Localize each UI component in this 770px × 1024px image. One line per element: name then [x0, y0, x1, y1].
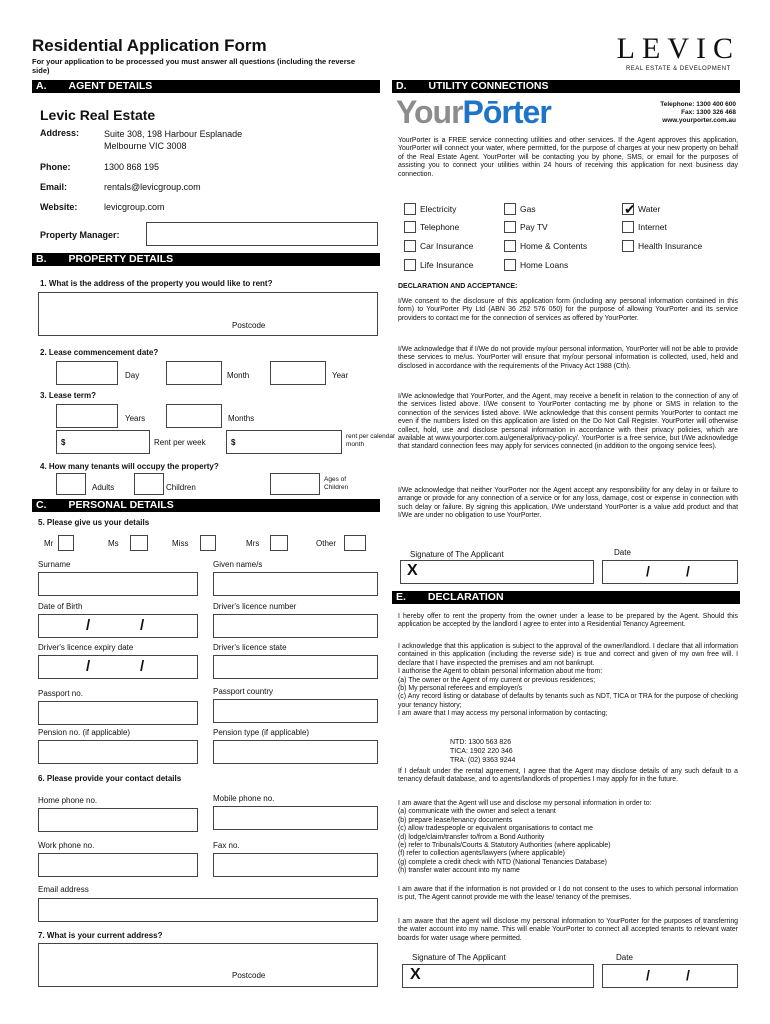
checkbox-car-insurance[interactable]: [404, 240, 416, 252]
dob-slash-2: /: [140, 617, 145, 634]
section-e-letter: E.: [396, 591, 406, 603]
e-list2-item: (b) prepare lease/tenancy documents: [398, 816, 513, 824]
utility-electricity[interactable]: [404, 203, 456, 215]
checkbox-paytv[interactable]: [504, 221, 516, 233]
yp-date-label: Date: [614, 548, 631, 557]
agency-email: rentals@levicgroup.com: [104, 182, 201, 192]
utility-car-insurance[interactable]: [404, 240, 473, 252]
passport-label: Passport no.: [38, 689, 83, 698]
page-subtitle: For your application to be processed you must answer all questions (including the reverse side): [32, 57, 355, 75]
q6-label: 6. Please provide your contact details: [38, 774, 182, 783]
checkbox-water[interactable]: [622, 203, 634, 215]
e-list2-item: (a) communicate with the owner and select a tenant: [398, 808, 556, 816]
dob-label: Date of Birth: [38, 602, 83, 611]
agency-website: levicgroup.com: [104, 202, 165, 212]
section-d-letter: D.: [396, 80, 407, 92]
label-car-insurance: Car Insurance: [420, 241, 474, 251]
website-label: Website:: [40, 202, 78, 212]
dob-field[interactable]: [38, 614, 198, 638]
section-a-letter: A.: [36, 80, 47, 92]
utility-water[interactable]: [622, 203, 660, 215]
checkbox-health-insurance[interactable]: [622, 240, 634, 252]
work-phone-field[interactable]: [38, 853, 198, 877]
checkmark-icon: ✔: [624, 201, 636, 217]
decl-acceptance-title: DECLARATION AND ACCEPTANCE:: [398, 283, 518, 290]
section-c-header: [32, 499, 380, 512]
current-postcode-label: Postcode: [232, 971, 266, 980]
label-life-insurance: Life Insurance: [420, 260, 474, 270]
checkbox-electricity[interactable]: [404, 203, 416, 215]
logo-sub: REAL ESTATE & DEVELOPMENT: [625, 66, 731, 72]
label-water: Water: [638, 204, 661, 214]
year-label: Year: [332, 371, 349, 380]
checkbox-telephone[interactable]: [404, 221, 416, 233]
e-list2-item: (e) refer to Tribunals/Courts & Statutory Authorities (where applicable): [398, 842, 611, 850]
utility-internet[interactable]: [622, 221, 667, 233]
e-paragraph-5: I am aware that if the information is not provided or I do not consent to the uses to which personal information is put, The Agent cannot provide me with the lease/ tenancy of the premises.: [398, 886, 738, 902]
label-internet: Internet: [638, 222, 667, 232]
given-name-field[interactable]: [213, 572, 378, 596]
licence-expiry-label: Driver's licence expiry date: [38, 643, 134, 652]
licence-expiry-field[interactable]: [38, 655, 198, 679]
e-list1-item: (b) My personal referees and employer/s: [398, 685, 523, 693]
yp-date-slash-2: /: [686, 563, 690, 579]
licence-state-label: Driver's licence state: [213, 643, 287, 652]
section-b-letter: B.: [36, 253, 47, 265]
yp-signature-field[interactable]: [400, 560, 594, 584]
lease-months-field[interactable]: [166, 404, 222, 428]
title-mrs-label: Mrs: [246, 539, 260, 548]
yp-signature-label: Signature of The Applicant: [410, 550, 504, 559]
yp-date-field[interactable]: [602, 560, 738, 584]
logo-your: Your: [396, 94, 463, 130]
adults-field[interactable]: [56, 473, 86, 495]
utility-life-insurance[interactable]: [404, 259, 473, 271]
section-d-header: [392, 80, 740, 93]
lease-month-field[interactable]: [166, 361, 222, 385]
q3-label: 3. Lease term?: [40, 391, 97, 400]
home-phone-field[interactable]: [38, 808, 198, 832]
licence-number-field[interactable]: [213, 614, 378, 638]
checkbox-internet[interactable]: [622, 221, 634, 233]
expiry-slash-2: /: [140, 658, 145, 675]
pension-label: Pension no. (if applicable): [38, 728, 131, 737]
e-paragraph-3: If I default under the rental agreement, I agree that the Agent may disclose details of any such default to a tenancy default database, and to agents/landlords of properties I may apply for in the future.: [398, 768, 738, 784]
q1-label: 1. What is the address of the property you would like to rent?: [40, 279, 273, 288]
yourporter-contact: [660, 101, 736, 125]
agency-address: [104, 128, 242, 152]
label-electricity: Electricity: [420, 204, 457, 214]
rent-month-dollar: $: [231, 438, 236, 447]
e-signature-field[interactable]: [402, 964, 594, 988]
tenancy-database-contacts: [450, 738, 515, 765]
title-other-label: Other: [316, 539, 337, 548]
label-home-contents: Home & Contents: [520, 241, 588, 251]
rent-per-week-field[interactable]: [56, 430, 150, 454]
checkbox-home-loans[interactable]: [504, 259, 516, 271]
label-telephone: Telephone: [420, 222, 460, 232]
logo-porter: Pōrter: [462, 94, 551, 130]
section-c-title: PERSONAL DETAILS: [68, 499, 174, 511]
label-health-insurance: Health Insurance: [638, 241, 703, 251]
q5-label: 5. Please give us your details: [38, 518, 150, 527]
yp-signature-x: X: [407, 562, 418, 579]
e-list2-item: (c) allow tradespeople or equivalent organisations to contact me: [398, 825, 593, 833]
licence-state-field[interactable]: [213, 655, 378, 679]
pension-field[interactable]: [38, 740, 198, 764]
tica-contact: TICA: 1902 220 346: [450, 748, 513, 755]
rent-per-week-label: Rent per week: [154, 438, 206, 447]
property-manager-field[interactable]: [146, 222, 378, 246]
email-address-label: Email address: [38, 885, 89, 894]
e-paragraph-6: I am aware that the agent will disclose my personal information to YourPorter for the purposes of transferring the water account into my name. This will enable YourPorter to connect all accepted tenants to relevant water boards for water usage where permitted.: [398, 918, 738, 942]
yp-intro: YourPorter is a FREE service connecting utilities and other services. If the Agent approves this application, YourPorter will connect your water, where permitted, for the purpose of charges at your new property on behalf of the Real Estate Agent. YourPorter will be contacting you by phone, SMS, or email for the purposes of assisting you to connect your utilities within 24 hours of receiving this application for next business day connection.: [398, 137, 738, 178]
section-e-title: DECLARATION: [427, 591, 504, 603]
rent-per-month-field[interactable]: [226, 430, 342, 454]
title-mr-checkbox[interactable]: [58, 535, 74, 551]
utility-home-loans[interactable]: [504, 259, 568, 271]
email-address-field[interactable]: [38, 898, 378, 922]
title-ms-checkbox[interactable]: [130, 535, 148, 551]
checkbox-life-insurance[interactable]: [404, 259, 416, 271]
e-signature-label: Signature of The Applicant: [412, 953, 506, 962]
title-miss-label: Miss: [172, 539, 189, 548]
section-b-header: [32, 253, 380, 266]
utility-health-insurance[interactable]: [622, 240, 702, 252]
children-field[interactable]: [134, 473, 164, 495]
pension-type-label: Pension type (if applicable): [213, 728, 310, 737]
current-address-field[interactable]: [38, 943, 378, 987]
e-list2-item: (h) transfer water account into my name: [398, 867, 520, 875]
title-other-checkbox[interactable]: [344, 535, 366, 551]
children-label: Children: [166, 483, 196, 492]
section-d-title: UTILITY CONNECTIONS: [428, 80, 549, 92]
label-home-loans: Home Loans: [520, 260, 569, 270]
expiry-slash-1: /: [86, 658, 91, 675]
months-label: Months: [228, 414, 255, 423]
years-label: Years: [125, 414, 146, 423]
passport-country-field[interactable]: [213, 699, 378, 723]
utility-home-contents[interactable]: [504, 240, 587, 252]
lease-day-field[interactable]: [56, 361, 118, 385]
adults-label: Adults: [92, 483, 115, 492]
yp-telephone: Telephone: 1300 400 600: [660, 101, 736, 108]
e-list1-item: I am aware that I may access my personal information by contacting;: [398, 710, 608, 718]
pension-type-field[interactable]: [213, 740, 378, 764]
checkbox-gas[interactable]: [504, 203, 516, 215]
passport-country-label: Passport country: [213, 687, 274, 696]
section-e-header: [392, 591, 740, 604]
decl-paragraph-4: I/We acknowledge that neither YourPorter nor the Agent accept any responsibility for any delay in or failure to arrange or provide for any connection of a service or for any loss, damage, cost or expense in connection with such delay or failure. By signing this application, I/We understand YourPorter is a value add product and that I/We are under no obligation to use YourPorter.: [398, 487, 738, 520]
label-gas: Gas: [520, 204, 536, 214]
e-date-slash-2: /: [686, 967, 690, 983]
email-label: Email:: [40, 182, 68, 192]
e-paragraph-4: [398, 800, 738, 876]
work-phone-label: Work phone no.: [38, 841, 95, 850]
dob-slash-1: /: [86, 617, 91, 634]
ages-children-label: Ages of Children: [324, 476, 349, 491]
phone-label: Phone:: [40, 162, 71, 172]
surname-label: Surname: [38, 560, 71, 569]
ages-children-field[interactable]: [270, 473, 320, 495]
section-c-letter: C.: [36, 499, 47, 511]
rent-week-dollar: $: [61, 438, 66, 447]
month-label: Month: [227, 371, 250, 380]
e-paragraph-2b-text: I authorise the Agent to obtain personal information about me from:: [398, 668, 603, 676]
fax-label: Fax no.: [213, 841, 240, 850]
agency-name: Levic Real Estate: [40, 107, 156, 123]
rent-per-month-label: rent per calendar month: [346, 433, 396, 448]
q2-label: 2. Lease commencement date?: [40, 348, 159, 357]
utility-paytv[interactable]: [504, 221, 548, 233]
decl-paragraph-2: I/We acknowledge that if I/We do not provide my/our personal information, YourPorter will not be able to provide these services to me/us. YourPorter will ensure that my/our personal information is collected, used, held and disclosed in accordance with the requirements of the Privacy Act 1988 (Cth).: [398, 346, 738, 370]
tra-contact: TRA: (02) 9363 9244: [450, 757, 516, 764]
property-manager-label: Property Manager:: [40, 230, 120, 240]
property-address-field[interactable]: [38, 292, 378, 336]
title-mr-label: Mr: [44, 539, 54, 548]
checkbox-home-contents[interactable]: [504, 240, 516, 252]
surname-field[interactable]: [38, 572, 198, 596]
page-title: Residential Application Form: [32, 36, 267, 55]
postcode-label: Postcode: [232, 321, 266, 330]
address-line-1: Suite 308, 198 Harbour Esplanade: [104, 129, 243, 139]
address-line-2: Melbourne VIC 3008: [104, 141, 187, 151]
logo-main: LEVIC: [616, 32, 740, 65]
e-list2-item: (d) lodge/claim/transfer to/from a Bond Authority: [398, 833, 545, 841]
lease-year-field[interactable]: [270, 361, 326, 385]
given-name-label: Given name/s: [213, 560, 263, 569]
e-date-slash-1: /: [646, 967, 650, 983]
section-a-title: AGENT DETAILS: [68, 80, 153, 92]
mobile-phone-label: Mobile phone no.: [213, 794, 275, 803]
day-label: Day: [125, 371, 140, 380]
yp-website: www.yourporter.com.au: [662, 117, 736, 124]
e-list1-item: (a) The owner or the Agent of my current or previous residences;: [398, 676, 596, 684]
label-paytv: Pay TV: [520, 222, 548, 232]
yp-fax: Fax: 1300 326 468: [681, 109, 736, 116]
title-ms-label: Ms: [108, 539, 119, 548]
licence-number-label: Driver's licence number: [213, 602, 297, 611]
fax-field[interactable]: [213, 853, 378, 877]
e-paragraph-2-text: I acknowledge that this application is subject to the approval of the owner/landlord. I declare that all information contained in this application (including the reverse side) is true and correct and given of my own free will. I declare that I have inspected the premises and am not bankrupt.: [398, 643, 738, 667]
address-label: Address:: [40, 128, 80, 138]
utility-telephone[interactable]: [404, 221, 459, 233]
e-date-field[interactable]: [602, 964, 738, 988]
utility-gas[interactable]: [504, 203, 536, 215]
levic-logo: [617, 34, 740, 72]
section-a-header: [32, 80, 380, 93]
e-paragraph-2: [398, 643, 738, 719]
title-mrs-checkbox[interactable]: [270, 535, 288, 551]
e-paragraph-4-text: I am aware that the Agent will use and disclose my personal information in order to:: [398, 800, 652, 807]
yp-date-slash-1: /: [646, 563, 650, 579]
decl-paragraph-3: I/We acknowledge that YourPorter, and the Agent, may receive a benefit in relation to the connection of any of the services listed above. I/We consent to YourPorter contacting me by phone or SMS in relation to the connection of the services listed above. I/We acknowledge that this consent permits YourPorter to contact me even if the numbers listed on this application are listed on the Do Not Call Register. YourPorter will otherwise collect, hold, use and disclose personal information in accordance with their privacy policies, which are available at www.yourporter.com.au/general/privacy-policy/. YourPorter is a free service, but I/We acknowledge that standard connection fees may apply for services connected (in addition to the ongoing service fees).: [398, 393, 738, 451]
e-list2-item: (f) refer to collection agents/lawyers (where applicable): [398, 850, 565, 858]
e-list1-item: (c) Any record listing or database of defaults by tenants such as NDT, TICA or TRA for the purpose of checking your tenancy history;: [398, 693, 738, 709]
home-phone-label: Home phone no.: [38, 796, 98, 805]
passport-field[interactable]: [38, 701, 198, 725]
title-miss-checkbox[interactable]: [200, 535, 216, 551]
section-b-title: PROPERTY DETAILS: [68, 253, 174, 265]
agency-phone: 1300 868 195: [104, 162, 160, 172]
mobile-phone-field[interactable]: [213, 806, 378, 830]
yourporter-logo: [396, 94, 551, 131]
decl-paragraph-1: I/We consent to the disclosure of this application form (including any personal information contained in this form) to YourPorter Pty Ltd (ABN 36 252 576 050) for the purpose of allowing YourPorter and its service providers to contact me for the connection of services as offered by YourPorter.: [398, 298, 738, 322]
lease-years-field[interactable]: [56, 404, 118, 428]
e-list2-item: (g) complete a credit check with NTD (National Tenancies Database): [398, 858, 607, 866]
e-date-label: Date: [616, 953, 633, 962]
q7-label: 7. What is your current address?: [38, 931, 163, 940]
q4-label: 4. How many tenants will occupy the property?: [40, 462, 219, 471]
e-paragraph-1: I hereby offer to rent the property from the owner under a lease to be prepared by the Agent. Should this application be accepted by the landlord I agree to enter into a Residential Tenancy Agreement.: [398, 613, 738, 629]
ntd-contact: NTD: 1300 563 826: [450, 739, 512, 746]
e-signature-x: X: [410, 966, 421, 983]
